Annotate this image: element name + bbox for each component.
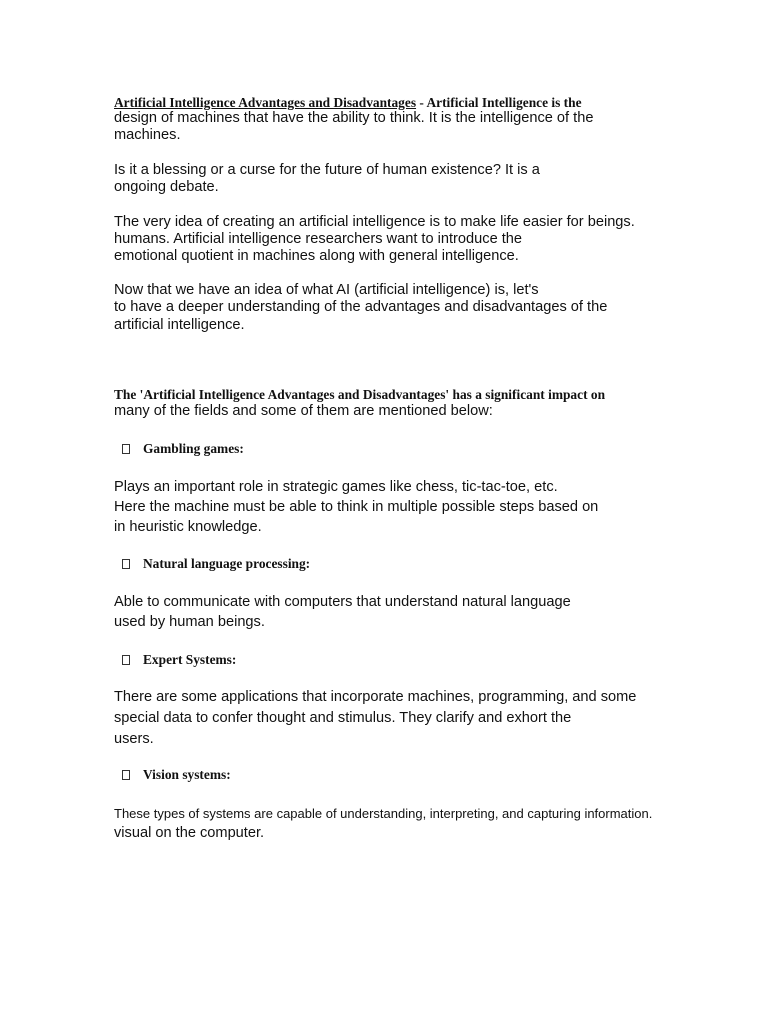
section-expert-line-1: There are some applications that incorporate machines, programming, and some <box>114 689 637 705</box>
intro-line-2: design of machines that have the ability to think. It is the intelligence of the <box>114 110 594 126</box>
section-title-gambling: Gambling games: <box>143 441 244 456</box>
section-title-expert: Expert Systems: <box>143 652 237 667</box>
section-gambling-line-3: in heuristic knowledge. <box>114 519 262 535</box>
section-gambling-line-2: Here the machine must be able to think in multiple possible steps based on <box>114 499 599 515</box>
section-expert-line-2: special data to confer thought and stimulus. They clarify and exhort the <box>114 710 572 726</box>
para4-line-3: artificial intelligence. <box>114 317 245 333</box>
impact-line-1: The 'Artificial Intelligence Advantages and Disadvantages' has a significant impact on <box>114 387 606 402</box>
section-title-vision: Vision systems: <box>143 767 231 782</box>
bullet-icon <box>122 555 130 575</box>
section-vision-line-2: visual on the computer. <box>114 825 265 841</box>
para2-line-1: Is it a blessing or a curse for the future of human existence? It is a <box>114 162 540 178</box>
section-title-nlp: Natural language processing: <box>143 556 311 571</box>
intro-line-3: machines. <box>114 127 181 143</box>
section-nlp-line-1: Able to communicate with computers that understand natural language <box>114 594 571 610</box>
bullet-icon <box>122 651 130 671</box>
para3-line-1: The very idea of creating an artificial intelligence is to make life easier for beings. <box>114 214 635 230</box>
para4-line-1: Now that we have an idea of what AI (artificial intelligence) is, let's <box>114 282 539 298</box>
bullet-icon <box>122 440 130 460</box>
section-expert-line-3: users. <box>114 731 154 747</box>
section-vision-line-1: These types of systems are capable of understanding, interpreting, and capturing information. <box>114 806 653 821</box>
para2-line-2: ongoing debate. <box>114 179 219 195</box>
para4-line-2: to have a deeper understanding of the advantages and disadvantages of the <box>114 299 608 315</box>
para3-line-2: humans. Artificial intelligence researchers want to introduce the <box>114 231 523 247</box>
intro-heading-rest: - Artificial Intelligence is the <box>416 95 582 110</box>
bullet-icon <box>122 766 130 786</box>
intro-heading-link[interactable]: Artificial Intelligence Advantages and Disadvantages <box>114 95 417 110</box>
section-gambling-line-1: Plays an important role in strategic games like chess, tic-tac-toe, etc. <box>114 479 558 495</box>
para3-line-3: emotional quotient in machines along with general intelligence. <box>114 248 519 264</box>
impact-line-2: many of the fields and some of them are mentioned below: <box>114 403 493 419</box>
section-nlp-line-2: used by human beings. <box>114 614 265 630</box>
